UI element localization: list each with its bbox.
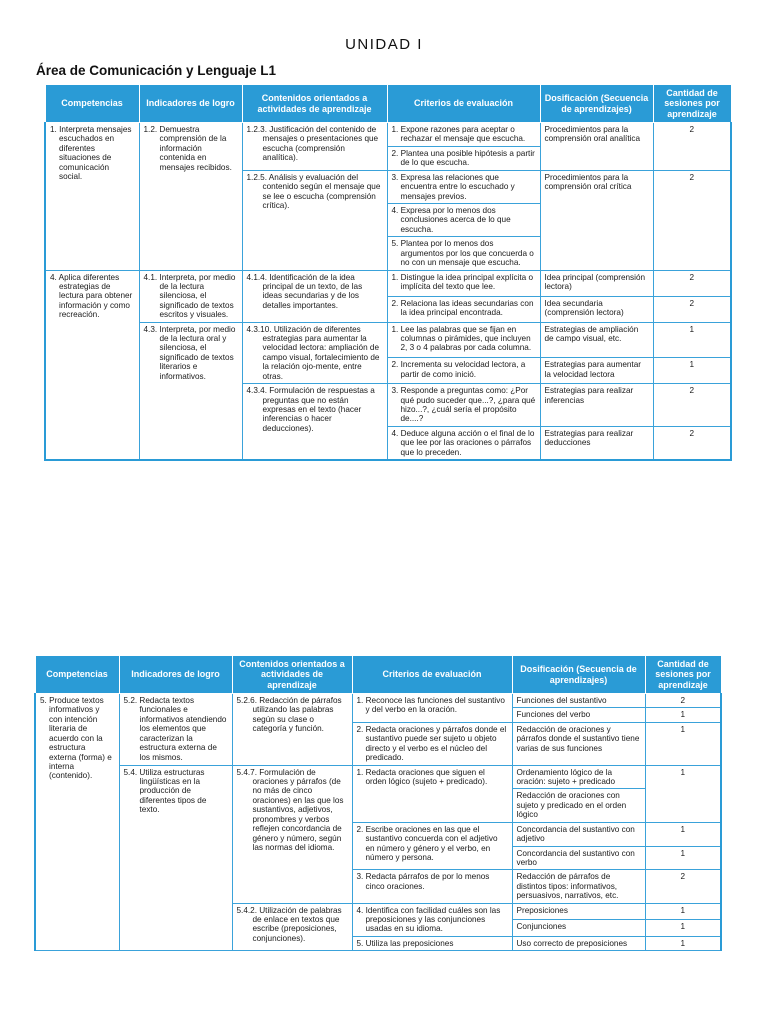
header-criterios: Criterios de evaluación xyxy=(352,656,512,694)
cantidad-cell: 1 xyxy=(645,722,721,765)
dosificacion-cell: Procedimientos para la comprensión oral analítica xyxy=(540,123,653,171)
area-title: Área de Comunicación y Lenguaje L1 xyxy=(36,63,277,78)
table-row xyxy=(35,765,721,789)
criterio-cell: 1. Reconoce las funciones del sustantivo y del verbo en la oración. xyxy=(352,694,512,723)
dosificacion-cell: Idea secundaria (comprensión lectora) xyxy=(540,296,653,322)
dosificacion-cell: Uso correcto de preposiciones xyxy=(512,936,645,950)
dosificacion-cell: Procedimientos para la comprensión oral crítica xyxy=(540,170,653,270)
dosificacion-cell: Conjunciones xyxy=(512,920,645,937)
contenido-cell: 1.2.5. Análisis y evaluación del contenido según el mensaje que se lee o escucha (comprensión crítica). xyxy=(242,170,387,270)
dosificacion-cell: Idea principal (comprensión lectora) xyxy=(540,270,653,296)
cantidad-cell: 2 xyxy=(645,870,721,903)
dosificacion-cell: Concordancia del sustantivo con verbo xyxy=(512,846,645,870)
indicador-cell: 1.2. Demuestra comprensión de la información contenida en mensajes recibidos. xyxy=(139,123,242,270)
header-dosificacion: Dosificación (Secuencia de aprendizajes) xyxy=(512,656,645,694)
cantidad-cell: 1 xyxy=(645,822,721,846)
competencia-cell: 5. Produce textos informativos y con intención literaria de acuerdo con la estructura externa (forma) e interna (contenido). xyxy=(35,694,119,951)
dosificacion-cell: Estrategias de ampliación de campo visual, etc. xyxy=(540,322,653,358)
cantidad-cell: 1 xyxy=(645,920,721,937)
table-header-row xyxy=(45,85,731,123)
criterio-cell: 5. Plantea por lo menos dos argumentos por los que concuerda o no con un mensaje que escucha. xyxy=(387,237,540,270)
dosificacion-cell: Redacción de párrafos de distintos tipos: informativos, persuasivos, narrativos, etc. xyxy=(512,870,645,903)
contenido-cell: 4.1.4. Identificación de la idea principal de un texto, de las ideas secundarias y de los detalles importantes. xyxy=(242,270,387,322)
dosificacion-cell: Estrategias para realizar deducciones xyxy=(540,426,653,460)
cantidad-cell: 1 xyxy=(645,846,721,870)
cantidad-cell: 1 xyxy=(653,322,731,358)
indicador-cell: 5.4. Utiliza estructuras lingüísticas en la producción de diferentes tipos de texto. xyxy=(119,765,232,951)
cantidad-cell: 2 xyxy=(653,270,731,296)
dosificacion-cell: Estrategias para aumentar la velocidad lectora xyxy=(540,358,653,384)
table-row xyxy=(35,694,721,708)
header-contenidos: Contenidos orientados a actividades de aprendizaje xyxy=(242,85,387,123)
criterio-cell: 4. Identifica con facilidad cuáles son las preposiciones y las conjunciones usadas en su idioma. xyxy=(352,903,512,936)
header-contenidos: Contenidos orientados a actividades de aprendizaje xyxy=(232,656,352,694)
criterio-cell: 5. Utiliza las preposiciones xyxy=(352,936,512,950)
criterio-cell: 2. Relaciona las ideas secundarias con la idea principal encontrada. xyxy=(387,296,540,322)
dosificacion-cell: Funciones del verbo xyxy=(512,708,645,722)
indicador-cell: 4.1. Interpreta, por medio de la lectura silenciosa, el significado de textos escritos y visuales. xyxy=(139,270,242,322)
cantidad-cell: 1 xyxy=(653,358,731,384)
criterio-cell: 1. Distingue la idea principal explícita o implícita del texto que lee. xyxy=(387,270,540,296)
table-row xyxy=(45,123,731,147)
header-indicadores: Indicadores de logro xyxy=(119,656,232,694)
cantidad-cell: 2 xyxy=(653,170,731,270)
dosificacion-cell: Redacción de oraciones con sujeto y predicado en el orden lógico xyxy=(512,789,645,822)
header-indicadores: Indicadores de logro xyxy=(139,85,242,123)
cantidad-cell: 2 xyxy=(645,694,721,708)
cantidad-cell: 2 xyxy=(653,123,731,171)
header-dosificacion: Dosificación (Secuencia de aprendizajes) xyxy=(540,85,653,123)
unit-title: UNIDAD I xyxy=(345,36,423,53)
criterio-cell: 2. Plantea una posible hipótesis a partir de lo que escucha. xyxy=(387,146,540,170)
cantidad-cell: 2 xyxy=(653,426,731,460)
dosificacion-cell: Ordenamiento lógico de la oración: sujeto + predicado xyxy=(512,765,645,789)
criterio-cell: 2. Incrementa su velocidad lectora, a partir de como inició. xyxy=(387,358,540,384)
table-row xyxy=(45,322,731,358)
criterio-cell: 2. Escribe oraciones en las que el sustantivo concuerda con el adjetivo en número y género y el verbo, en número y persona. xyxy=(352,822,512,870)
criterio-cell: 1. Lee las palabras que se fijan en columnas o pirámides, que incluyen 2, 3 o 4 palabras por cada columna. xyxy=(387,322,540,358)
cantidad-cell: 1 xyxy=(645,936,721,950)
criterio-cell: 1. Expone razones para aceptar o rechazar el mensaje que escucha. xyxy=(387,123,540,147)
planning-table-1 xyxy=(44,84,732,461)
cantidad-cell: 2 xyxy=(653,296,731,322)
cantidad-cell: 1 xyxy=(645,903,721,920)
contenido-cell: 4.3.10. Utilización de diferentes estrategias para aumentar la velocidad lectora: ampliación de campo visual, fortalecimiento de la relación ojo-mente, entre otras. xyxy=(242,322,387,384)
criterio-cell: 4. Expresa por lo menos dos conclusiones acerca de lo que escucha. xyxy=(387,203,540,236)
header-criterios: Criterios de evaluación xyxy=(387,85,540,123)
competencia-cell: 4. Aplica diferentes estrategias de lectura para obtener información y como recreación. xyxy=(45,270,139,460)
header-competencias: Competencias xyxy=(45,85,139,123)
indicador-cell: 5.2. Redacta textos funcionales e informativos atendiendo los elementos que caracterizan la estructura externa de los mismos. xyxy=(119,694,232,766)
dosificacion-cell: Concordancia del sustantivo con adjetivo xyxy=(512,822,645,846)
criterio-cell: 3. Redacta párrafos de por lo menos cinco oraciones. xyxy=(352,870,512,903)
criterio-cell: 3. Expresa las relaciones que encuentra entre lo escuchado y mensajes previos. xyxy=(387,170,540,203)
indicador-cell: 4.3. Interpreta, por medio de la lectura oral y silenciosa, el significado de textos literarios e informativos. xyxy=(139,322,242,460)
cantidad-cell: 1 xyxy=(645,765,721,822)
header-competencias: Competencias xyxy=(35,656,119,694)
criterio-cell: 1. Redacta oraciones que siguen el orden lógico (sujeto + predicado). xyxy=(352,765,512,822)
contenido-cell: 1.2.3. Justificación del contenido de mensajes o presentaciones que escucha (comprensión analítica). xyxy=(242,123,387,171)
cantidad-cell: 2 xyxy=(653,384,731,427)
criterio-cell: 3. Responde a preguntas como: ¿Por qué pudo suceder que...?, ¿para qué hizo...?, ¿cuál sería el propósito de....? xyxy=(387,384,540,427)
planning-table-2 xyxy=(34,655,722,951)
header-cantidad: Cantidad de sesiones por aprendizaje xyxy=(653,85,731,123)
dosificacion-cell: Preposiciones xyxy=(512,903,645,920)
criterio-cell: 2. Redacta oraciones y párrafos donde el sustantivo puede ser sujeto u objeto directo y el verbo es el núcleo del predicado. xyxy=(352,722,512,765)
dosificacion-cell: Funciones del sustantivo xyxy=(512,694,645,708)
table-row xyxy=(45,270,731,296)
contenido-cell: 5.4.7. Formulación de oraciones y párrafos (de no más de cinco oraciones) en las que los sustantivos, adjetivos, pronombres y verbos reflejen concordancia de género y número, según las normas del idioma. xyxy=(232,765,352,903)
dosificacion-cell: Redacción de oraciones y párrafos donde el sustantivo tiene varias de sus funciones xyxy=(512,722,645,765)
contenido-cell: 4.3.4. Formulación de respuestas a preguntas que no están expresas en el texto (hacer inferencias o hacer deducciones). xyxy=(242,384,387,460)
header-cantidad: Cantidad de sesiones por aprendizaje xyxy=(645,656,721,694)
contenido-cell: 5.2.6. Redacción de párrafos utilizando las palabras según su clase o categoría y función. xyxy=(232,694,352,766)
cantidad-cell: 1 xyxy=(645,708,721,722)
dosificacion-cell: Estrategias para realizar inferencias xyxy=(540,384,653,427)
competencia-cell: 1. Interpreta mensajes escuchados en diferentes situaciones de comunicación social. xyxy=(45,123,139,270)
table-header-row xyxy=(35,656,721,694)
contenido-cell: 5.4.2. Utilización de palabras de enlace en textos que escribe (preposiciones, conjunciones). xyxy=(232,903,352,951)
criterio-cell: 4. Deduce alguna acción o el final de lo que lee por las oraciones o párrafos que lo preceden. xyxy=(387,426,540,460)
